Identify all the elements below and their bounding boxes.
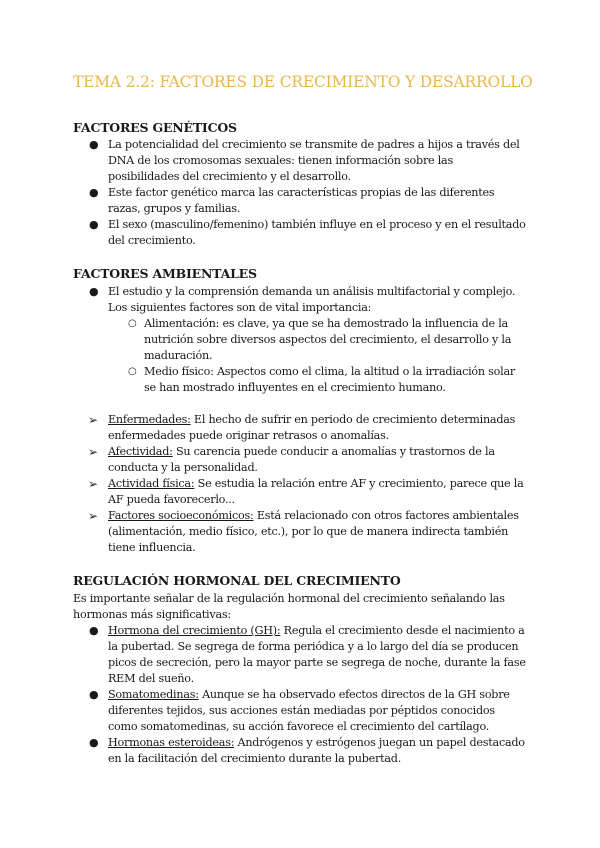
- bullet-icon: ●: [89, 688, 99, 701]
- circle-bullet-icon: ○: [128, 366, 137, 377]
- list-item: [108, 687, 526, 735]
- list-item: La potencialidad del crecimiento se transmite de padres a hijos a través del DNA de los cromosomas sexuales: tienen información sobre las posibilidades del crecimiento y el desarrollo.: [108, 138, 520, 183]
- list-item: [108, 412, 526, 444]
- arrow-bullet-icon: ➢: [88, 413, 99, 427]
- term-enfermedades: Enfermedades:: [108, 413, 191, 426]
- list-item: Este factor genético marca las características propias de las diferentes razas, grupos y familias.: [108, 186, 495, 215]
- sub-list-item: Medio físico: Aspectos como el clima, la altitud o la irradiación solar se han mostrado influyentes en el crecimiento humano.: [144, 365, 515, 394]
- heading-factores-ambientales: FACTORES AMBIENTALES: [73, 266, 257, 281]
- arrow-bullet-icon: ➢: [88, 477, 99, 491]
- list-item: El sexo (masculino/femenino) también influye en el proceso y en el resultado del crecimiento.: [108, 218, 526, 247]
- page-title: TEMA 2.2: FACTORES DE CRECIMIENTO Y DESARROLLO: [73, 73, 533, 91]
- term-somatomedinas: Somatomedinas:: [108, 688, 199, 701]
- item-text: Aunque se ha observado efectos directos de la GH sobre diferentes tejidos, sus acciones están mediadas por péptidos conocidos como somatomedinas, su acción favorece el crecimiento del cartílago.: [108, 688, 510, 733]
- item-text: Regula el crecimiento desde el nacimiento a la pubertad. Se segrega de forma periódica y a lo largo del día se producen picos de secreción, pero la mayor parte se segrega de noche, durante la fase REM del sueño.: [108, 624, 526, 685]
- list-item: El estudio y la comprensión demanda un análisis multifactorial y complejo. Los siguientes factores son de vital importancia:: [108, 285, 516, 314]
- term-hormona-crecimiento: Hormona del crecimiento (GH):: [108, 624, 281, 637]
- list-item: [108, 508, 526, 556]
- term-afectividad: Afectividad:: [108, 445, 173, 458]
- bullet-icon: ●: [89, 624, 99, 637]
- circle-bullet-icon: ○: [128, 318, 137, 329]
- item-text: Andrógenos y estrógenos juegan un papel destacado en la facilitación del crecimiento durante la pubertad.: [108, 736, 525, 765]
- intro-paragraph: Es importante señalar de la regulación hormonal del crecimiento señalando las hormonas más significativas:: [73, 592, 505, 621]
- list-item: [108, 623, 526, 687]
- list-item: [108, 476, 526, 508]
- bullet-icon: ●: [89, 186, 99, 199]
- item-text: Está relacionado con otros factores ambientales (alimentación, medio físico, etc.), por lo que de manera indirecta también tiene influencia.: [108, 509, 519, 554]
- term-actividad-fisica: Actividad física:: [108, 477, 195, 490]
- term-hormonas-esteroideas: Hormonas esteroideas:: [108, 736, 235, 749]
- bullet-icon: ●: [89, 138, 99, 151]
- sub-list-item: Alimentación: es clave, ya que se ha demostrado la influencia de la nutrición sobre diversos aspectos del crecimiento, el desarrollo y la maduración.: [144, 317, 512, 362]
- bullet-icon: ●: [89, 218, 99, 231]
- item-text: Se estudia la relación entre AF y crecimiento, parece que la AF pueda favorecerlo...: [108, 477, 524, 506]
- bullet-icon: ●: [89, 736, 99, 749]
- arrow-bullet-icon: ➢: [88, 445, 99, 459]
- heading-factores-geneticos: FACTORES GENÉTICOS: [73, 120, 237, 135]
- arrow-bullet-icon: ➢: [88, 509, 99, 523]
- item-text: El hecho de sufrir en periodo de crecimiento determinadas enfermedades puede originar retrasos o anomalías.: [108, 413, 516, 442]
- bullet-icon: ●: [89, 285, 99, 298]
- list-item: [108, 735, 526, 767]
- list-item: [108, 444, 526, 476]
- term-factores-socioeconomicos: Factores socioeconómicos:: [108, 509, 254, 522]
- item-text: Su carencia puede conducir a anomalías y trastornos de la conducta y la personalidad.: [108, 445, 495, 474]
- heading-regulacion-hormonal: REGULACIÓN HORMONAL DEL CRECIMIENTO: [73, 573, 401, 588]
